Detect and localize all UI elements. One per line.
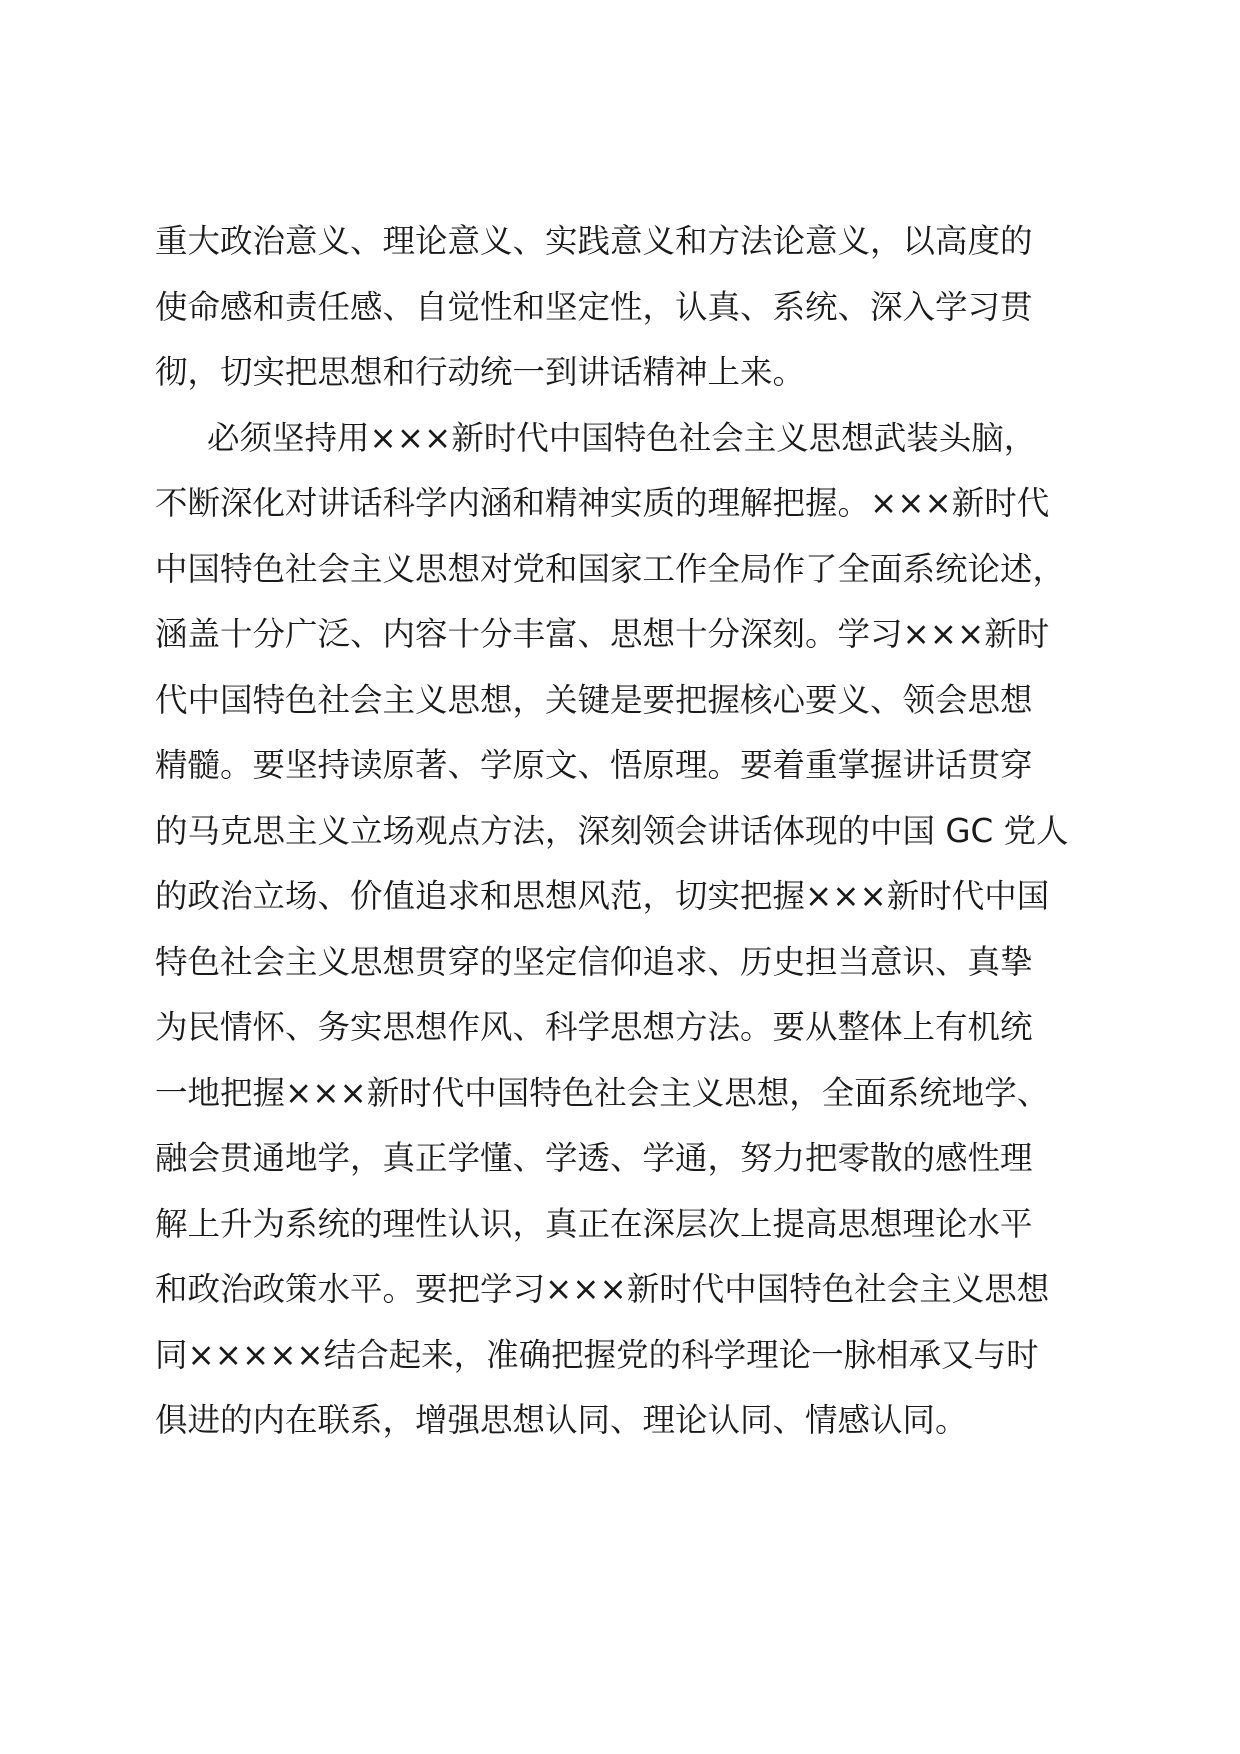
body-text (155, 216, 1095, 1461)
text-line: 精髓。要坚持读原著、学原文、悟原理。要着重掌握讲话贯穿 (155, 746, 1033, 784)
text-line: 解上升为系统的理性认识，真正在深层次上提高思想理论水平 (155, 1204, 1033, 1243)
text-line: 代中国特色社会主义思想，关键是要把握核心要义、领会思想 (155, 680, 1033, 719)
text-line: 一地把握×××新时代中国特色社会主义思想，全面系统地学、 (155, 1073, 1050, 1112)
text-line: 涵盖十分广泛、内容十分丰富、思想十分深刻。学习×××新时 (155, 615, 1050, 653)
paragraph-first-line: 必须坚持用×××新时代中国特色社会主义思想武装头脑， (207, 418, 1037, 457)
text-line: 的政治立场、价值追求和思想风范，切实把握×××新时代中国 (155, 877, 1050, 915)
text-line: 俱进的内在联系，增强思想认同、理论认同、情感认同。 (155, 1401, 968, 1439)
text-line: 彻，切实把思想和行动统一到讲话精神上来。 (155, 353, 806, 391)
text-line: 为民情怀、务实思想作风、科学思想方法。要从整体上有机统 (155, 1008, 1033, 1046)
text-line: 使命感和责任感、自觉性和坚定性，认真、系统、深入学习贯 (155, 287, 1033, 326)
text-line: 融会贯通地学，真正学懂、学透、学通，努力把零散的感性理 (155, 1139, 1033, 1177)
text-line: 和政治政策水平。要把学习×××新时代中国特色社会主义思想 (155, 1270, 1050, 1308)
text-line: 中国特色社会主义思想对党和国家工作全局作了全面系统论述， (155, 549, 1066, 588)
text-line: 重大政治意义、理论意义、实践意义和方法论意义，以高度的 (155, 222, 1033, 260)
text-line: 特色社会主义思想贯穿的坚定信仰追求、历史担当意识、真挚 (155, 942, 1033, 981)
text-line: 同×××××结合起来，准确把握党的科学理论一脉相承又与时 (155, 1335, 1039, 1374)
text-line: 的马克思主义立场观点方法，深刻领会讲话体现的中国 GC 党人 (155, 811, 1069, 850)
text-line: 不断深化对讲话科学内涵和精神实质的理解把握。×××新时代 (155, 484, 1050, 522)
